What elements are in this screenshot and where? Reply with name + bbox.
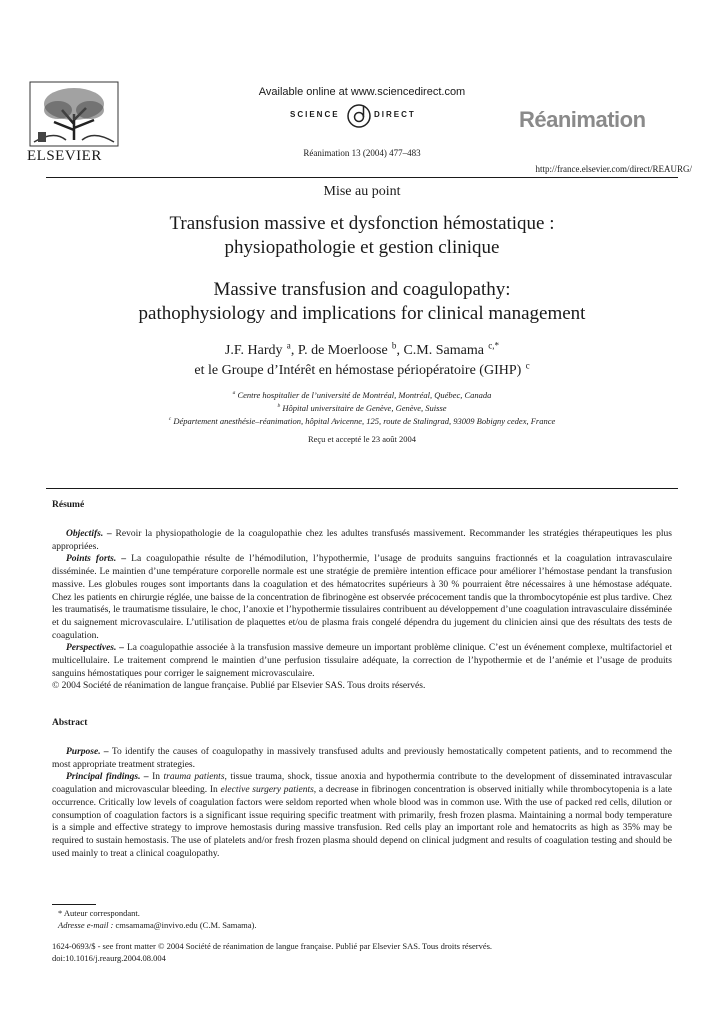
author-group: et le Groupe d’Intérêt en hémostase périopératoire (GIHP) (194, 363, 522, 378)
title-en-line2: pathophysiology and implications for clinical management (138, 303, 586, 324)
publisher-name: ELSEVIER (27, 148, 102, 164)
abstract-divider (46, 488, 678, 489)
email-note: Adresse e-mail : cmsamama@invivo.edu (C.M. Samama). (58, 920, 257, 930)
abstract-body (52, 746, 672, 860)
title-fr-line2: physiopathologie et gestion clinique (224, 237, 500, 258)
issn-line: 1624-0693/$ - see front matter © 2004 Société de réanimation de langue française. Publié par Elsevier SAS. Tous droits réservés. (52, 941, 493, 951)
author-sup: a (286, 340, 291, 351)
resume-copyright: © 2004 Société de réanimation de langue française. Publié par Elsevier SAS. Tous droits réservés. (52, 681, 426, 692)
author-sup: c (525, 360, 530, 371)
abstract-paragraph: Principal findings. – In trauma patients, tissue trauma, shock, tissue anoxia and hypothermia contribute to the development of disseminated intravascular coagulation and microvascular bleeding. In elective surgery patients, a decrease in fibrinogen concentration is observed initially while thrombocytopenia is a late occurrence. Critically low levels of coagulation factors were seldom reported when whole blood was in common use. With the use of packed red cells, dilution or consumption of coagulation factors is a significant issue requiring specific treatment with primarily, fresh frozen plasma. Maintaining a normal body temperature is a simple and effective strategy to improve hemostasis during massive transfusion. Red cells play an important role and hematocrits as high as 35% may be required to sustain hemostasis. The use of platelets and/or fresh frozen plasma should depend on clinical judgment and results of coagulation testing and should be used mainly to treat a clinical coagulopathy. (52, 772, 673, 859)
sd-right-text: DIRECT (374, 110, 416, 119)
affiliations (0, 389, 724, 428)
sd-left-text: SCIENCE (290, 110, 340, 119)
at-symbol-icon (346, 102, 372, 130)
author-name: C.M. Samama (403, 343, 484, 358)
title-french (0, 212, 724, 260)
author-list: J.F. Hardy $^a$, P. de Moerloose $^b$, C.M. Samama $^{c,*}$ et le Groupe d’Intérêt en hémostase périopératoire (GIHP) $^c$ (194, 340, 530, 378)
bottom-info (52, 940, 492, 964)
title-fr-line1: Transfusion massive et dysfonction hémostatique : (169, 213, 555, 234)
footnote-divider (52, 904, 96, 905)
abstract-heading: Abstract (52, 718, 88, 728)
author-sup: b (391, 340, 397, 351)
doi-line[interactable]: doi:10.1016/j.reaurg.2004.08.004 (52, 953, 166, 963)
author-name: P. de Moerloose (297, 343, 388, 358)
affiliation-item: $^b$ Hôpital universitaire de Genève, Genève, Suisse (277, 403, 447, 413)
title-en-line1: Massive transfusion and coagulopathy: (213, 279, 511, 300)
section-label: Mise au point (323, 184, 401, 199)
abstract-paragraph: Purpose. – To identify the causes of coagulopathy in massively transfused adults and previously hemostatically competent patients, and to recommend the most appropriate treatment strategies. (52, 747, 672, 770)
author-sup: c,* (488, 340, 500, 351)
email-link[interactable]: cmsamama@invivo.edu (C.M. Samama). (115, 920, 257, 930)
title-english (0, 278, 724, 326)
received-date: Reçu et accepté le 23 août 2004 (307, 434, 417, 444)
author-name: J.F. Hardy (224, 343, 283, 358)
footnotes (52, 907, 257, 931)
sciencedirect-logo (290, 102, 435, 130)
journal-url-link[interactable]: http://france.elsevier.com/direct/REAURG/ (535, 164, 692, 174)
resume-body (52, 528, 672, 693)
resume-paragraph: Objectifs. – Revoir la physiopathologie de la coagulopathie chez les adultes transfusés massivement. Recommander les stratégies thérapeutiques les plus appropriées. (52, 529, 672, 552)
resume-paragraph: Perspectives. – La coagulopathie associée à la transfusion massive demeure un important problème clinique. C’est un événement complexe, multifactoriel et multicellulaire. Le traitement comprend le maintien d’une perfusion tissulaire adéquate, la correction de l’hypothermie et de l’anémie et l’usage de produits sanguins hémostatiques pour corriger le saignement microvasculaire. (52, 643, 673, 679)
affiliation-item: $^a$ Centre hospitalier de l’université de Montréal, Montréal, Québec, Canada (232, 390, 492, 400)
corresponding-author-note: * Auteur correspondant. (58, 908, 140, 918)
header-divider (46, 177, 678, 178)
journal-reference: Réanimation 13 (2004) 477–483 (303, 148, 421, 158)
journal-logo: Réanimation (519, 107, 646, 132)
resume-paragraph: Points forts. – La coagulopathie résulte de l’hémodilution, l’hypothermie, l’usage de produits sanguins fractionnés et la coagulation intravasculaire disséminée. Le maintien d’une température corporelle normale est une stratégie de première intention efficace pour améliorer l’hémostase pendant la transfusion massive. Les globules rouges sont importants dans la coagulation et des hématocrites supérieurs à 30 % pourraient être nécessaires à une hémostase adéquate. Chez les patients en chirurgie réglée, une baisse de la concentration de fibrinogène est observée précocement tandis que la thrombocytopénie est plus tardive. Chez les traumatisés, le traumatisme tissulaire, le choc, l’anoxie et l’hypothermie tissulaires contribuent au développement d’une coagulation intravasculaire disséminée et du saignement microvasculaire. L’utilisation de plaquettes et/ou de plasma frais congelé dépendra du jugement du clinicien ainsi que des résultats des tests de coagulation. (52, 554, 673, 641)
affiliation-item: $^c$ Département anesthésie–réanimation, hôpital Avicenne, 125, route de Stalingrad, 93009 Bobigny cedex, France (168, 416, 556, 426)
available-online-text: Available online at www.sciencedirect.com (258, 86, 466, 98)
resume-heading: Résumé (52, 500, 85, 510)
